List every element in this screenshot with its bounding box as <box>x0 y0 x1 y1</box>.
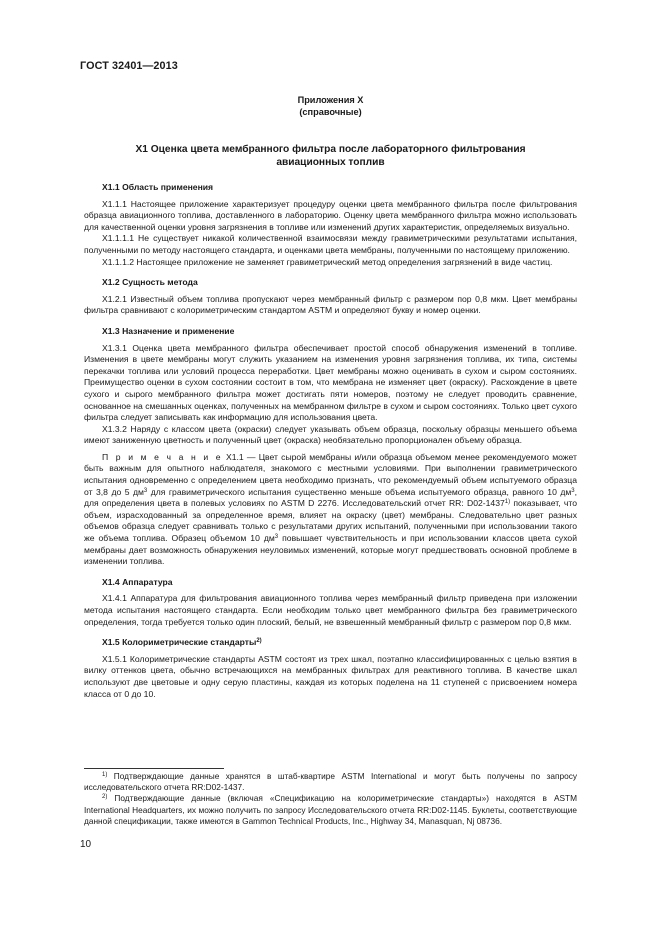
appendix-heading <box>84 94 577 118</box>
appendix-title: Приложения X <box>297 95 364 105</box>
paragraph: X1.5.1 Колориметрические стандарты ASTM состоят из трех шкал, поэтапно классифицированных с целью взятия в вилку оттенков цвета, обычно встречающихся на мембранных фильтрах для реактивного топлива. В качестве шкал используют две цветовые и одну серую пластины, каждая из которых поделена на 11 ступеней с присвоением номера класса от 0 до 10. <box>84 653 577 699</box>
footnote-ref-1: 1) <box>504 499 511 506</box>
section-heading-scope: X1.1 Область применения <box>102 182 214 192</box>
footnote-divider <box>84 768 224 769</box>
document-body <box>84 182 577 700</box>
footnote-1: $^{1)}$ Подтверждающие данные хранятся в штаб-квартире ASTM International и могут быть получены по запросу исследовательского отчета RR:D02-1437. <box>84 771 577 793</box>
note-label: П р и м е ч а н и е <box>102 451 223 462</box>
footnote-ref-2: 2) <box>256 638 262 645</box>
page-number: 10 <box>80 839 92 850</box>
section-heading-purpose: X1.3 Назначение и применение <box>102 325 235 336</box>
footnotes <box>84 771 577 827</box>
section-heading-method: X1.2 Сущность метода <box>102 277 198 288</box>
paragraph: X1.4.1 Аппаратура для фильтрования авиационного топлива через мембранный фильтр приведена при изложении метода испытания настоящего стандарта. Если необходим только цвет мембранного фильтра без гравиметрического определения, тогда требуется только один плоский, белый, не взвешенный мембранный фильтр с размером пор 0,8 мкм. <box>84 593 577 627</box>
main-title-line-1: X1 Оценка цвета мембранного фильтра после лабораторного фильтрования <box>135 144 526 155</box>
paragraph: X1.3.1 Оценка цвета мембранного фильтра обеспечивает простой способ обнаружения изменений в топливе. Изменения в цвете мембраны могут служить указанием на изменения уровня загрязнения топлива, их типа, системы перекачки топлива или условий процесса переработки. Цвет мембраны можно оценивать в сухом и сыром состояниях. Преимущество оценки в сухом состоянии состоит в том, что мембрана не изменяет цвет (окраску). Расхождение в цвете сухого и сырого мембранного фильтра может достигать пяти номеров, поэтому не следует проводить сравнение, основанное на смешанных оценках, полученных на мембранном фильтре в сухом и сыром состояниях. Только цвет сухого фильтра следует записывать как информацию для использования цвета. <box>84 342 577 423</box>
footnote-2: $^{2)}$ Подтверждающие данные (включая «Спецификацию на колориметрические стандарты») находятся в ASTM International Headquarters, их можно получить по запросу Исследовательского отчета RR:D02-1145. Буклеты, соответствующие данной спецификации, также имеются в Gammon Technical Products, Inc., Highway 34, Manasquan, Nj 08736. <box>84 793 577 826</box>
paragraph: X1.1.1.2 Настоящее приложение не заменяет гравиметрический метод определения загрязнений в виде частиц. <box>102 256 553 267</box>
main-title-line-2: авиационных топлив <box>276 157 385 169</box>
note-paragraph: П р и м е ч а н и е X1.1 — Цвет сырой мембраны и/или образца объемом менее рекомендуемого может быть важным для опытного наблюдателя, знакомого с местными условиями. При выполнении гравиметрического испытания одновременно с определением цвета необходимо признать, что рекомендуемый объем испытуемого образца от 3,8 до 5 $дм^3$ для гравиметрического испытания существенно меньше объема испытуемого образца, равного 10 $дм^3$, для определения цвета в полевых условиях по ASTM D 2276. Исследовательский отчет RR: D02-1437$^{1)}$ показывает, что объем, израсходованный за определенное время, влияет на окраску (цвет) мембраны. Следовательно цвет разных объемов образца следует сравнивать только с результатами других испытаний, полученными при использовании такого же объема топлива. Образец объемом 10 $дм^3$ повышает чувствительность и при использовании классов цвета сухой мембраны дает возможность обнаружения неуловимых изменений, которые могут предшествовать основной проблеме в изменении топлива. <box>84 451 577 567</box>
paragraph: X1.3.2 Наряду с классом цвета (окраски) следует указывать объем образца, поскольку образцы меньшего объема имеют заниженную цветность и полученный цвет (окраска) необязательно пропорционален объему образца. <box>84 423 577 446</box>
paragraph: X1.1.1 Настоящее приложение характеризует процедуру оценки цвета мембранного фильтра после фильтрования образца авиационного топлива, доставленного в лабораторию. Оценку цвета мембранного фильтра можно использовать для качественной оценки уровня загрязнения в топливе или изменений других характеристик, определяемых визуально. <box>84 198 577 232</box>
paragraph: X1.1.1.1 Не существует никакой количественной взаимосвязи между гравиметрическими результатами испытания, полученными по методу настоящего стандарта, и оценками цвета мембраны, полученными по настоящему приложению. <box>84 233 577 255</box>
appendix-subtitle: (справочные) <box>299 107 362 117</box>
section-heading-colorimetric-standards: X1.5 Колориметрические стандарты$^{2)}$ <box>102 637 262 648</box>
main-title <box>84 143 577 169</box>
paragraph: X1.2.1 Известный объем топлива пропускают через мембранный фильтр с размером пор 0,8 мкм. Цвет мембраны фильтра сравнивают с колориметрическим стандартом ASTM и определяют букву и номер оценки. <box>84 293 577 316</box>
section-heading-apparatus: X1.4 Аппаратура <box>102 576 173 587</box>
document-code: ГОСТ 32401—2013 <box>80 60 178 72</box>
